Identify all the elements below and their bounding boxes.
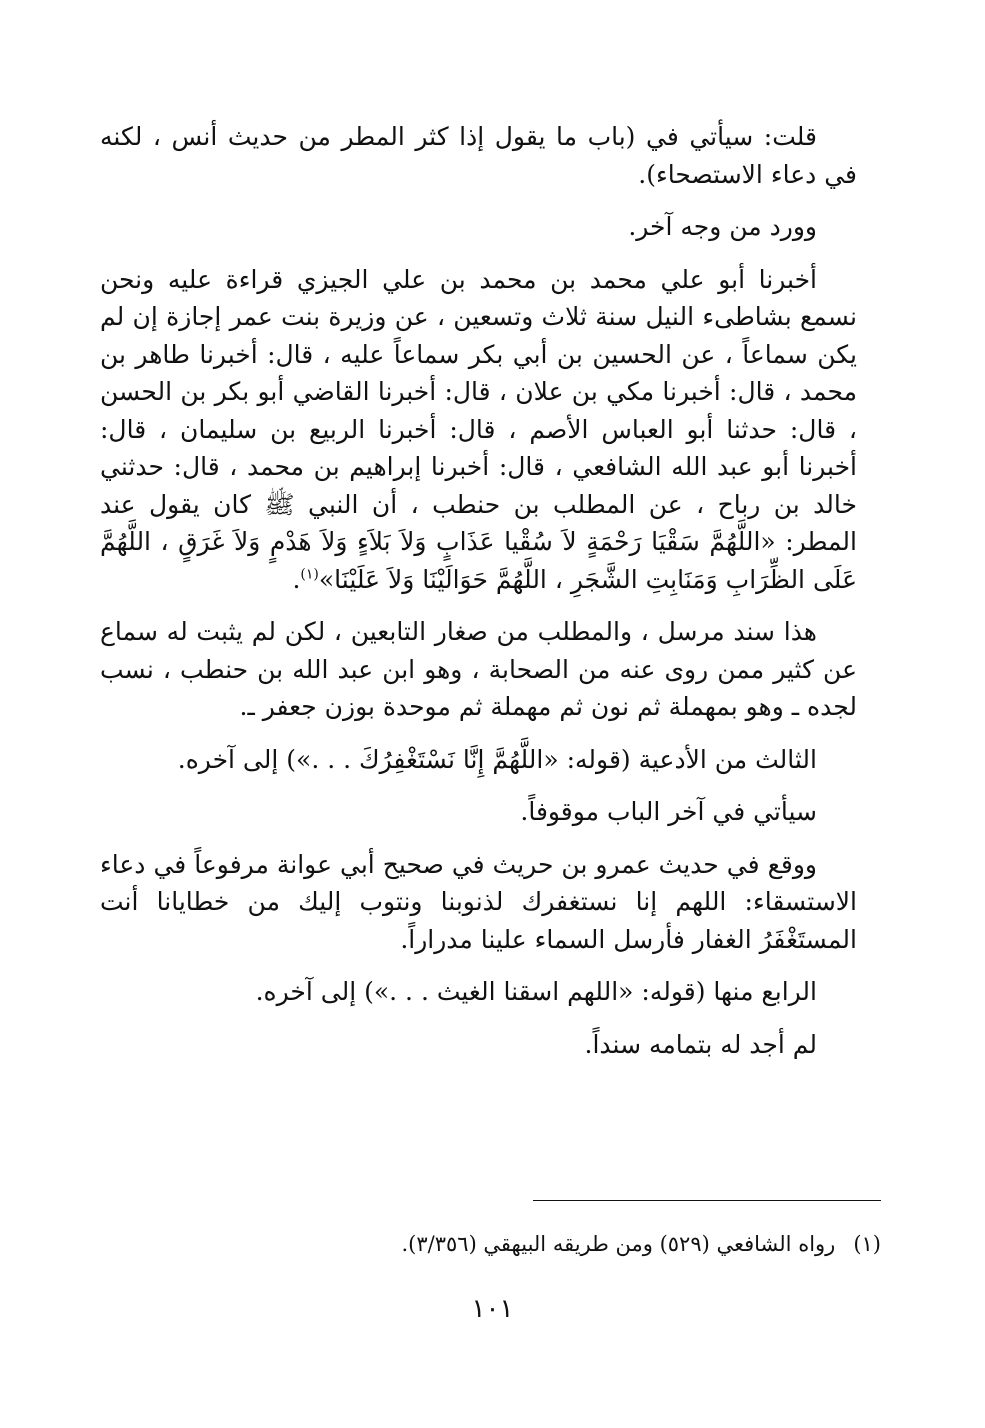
paragraph-9: لم أجد له بتمامه سنداً. — [584, 1029, 817, 1059]
paragraph-6: سيأتي في آخر الباب موقوفاً. — [520, 797, 817, 826]
main-text — [100, 118, 857, 1078]
footnote-marker: (١) — [853, 1232, 881, 1256]
footnote-reference[interactable]: (١) — [300, 566, 319, 583]
footnote — [100, 1228, 881, 1260]
paragraph-7: ووقع في حديث عمرو بن حريث في صحيح أبي عوانة مرفوعاً في دعاء الاستسقاء: اللهم إنا نستغفرك لذنوبنا ونتوب إليك من خطايانا أنت المستَغْفَرُ الغفار فأرسل السماء علينا مدراراً. — [100, 849, 857, 954]
paragraph-3 — [100, 261, 857, 599]
paragraph-3-end: . — [292, 564, 301, 594]
paragraph-5: الثالث من الأدعية (قوله: «اللَّهُمَّ إِنَّا نَسْتَغْفِرُكَ . . .») إلى آخره. — [177, 744, 817, 774]
paragraph-1: قلت: سيأتي في (باب ما يقول إذا كثر المطر من حديث أنس ، لكنه في دعاء الاستصحاء). — [100, 122, 857, 189]
paragraph-4: هذا سند مرسل ، والمطلب من صغار التابعين ، لكن لم يثبت له سماع عن كثير ممن روى عنه من الصحابة ، وهو ابن عبد الله بن حنطب ، نسب لجده ـ وهو بمهملة ثم نون ثم مهملة ثم موحدة بوزن جعفر ـ. — [100, 617, 857, 721]
footnote-divider — [533, 1200, 881, 1201]
paragraph-3-text: أخبرنا أبو علي محمد بن محمد بن علي الجيزي قراءة عليه ونحن نسمع بشاطىء النيل سنة ثلاث وتسعين ، عن وزيرة بنت عمر إجازة إن لم يكن سماعاً ، عن الحسين بن أبي بكر سماعاً عليه ، قال: أخبرنا طاهر بن محمد ، قال: أخبرنا مكي بن علان ، قال: أخبرنا القاضي أبو بكر بن الحسن ، قال: حدثنا أبو العباس الأصم ، قال: أخبرنا الربيع بن سليمان ، قال: أخبرنا أبو عبد الله الشافعي ، قال: أخبرنا إبراهيم بن محمد ، قال: حدثني خالد بن رباح ، عن المطلب بن حنطب ، أن النبي ﷺ كان يقول عند المطر: «اللَّهُمَّ سَقْيَا رَحْمَةٍ لاَ سُقْيا عَذَابٍ وَلاَ بَلاَءٍ وَلاَ هَدْمٍ وَلاَ غَرَقٍ ، اللَّهُمَّ عَلَى الظِّرَابِ وَمَنَابِتِ الشَّجَرِ ، اللَّهُمَّ حَوَالَيْنَا وَلاَ عَلَيْنَا» — [100, 264, 857, 594]
paragraph-8: الرابع منها (قوله: «اللهم اسقنا الغيث . . .») إلى آخره. — [255, 977, 817, 1006]
page-number: ١٠١ — [471, 1294, 514, 1324]
footnote-text: رواه الشافعي (٥٢٩) ومن طريقه البيهقي (٣/٣٥٦). — [401, 1232, 836, 1256]
paragraph-2: وورد من وجه آخر. — [628, 212, 817, 241]
